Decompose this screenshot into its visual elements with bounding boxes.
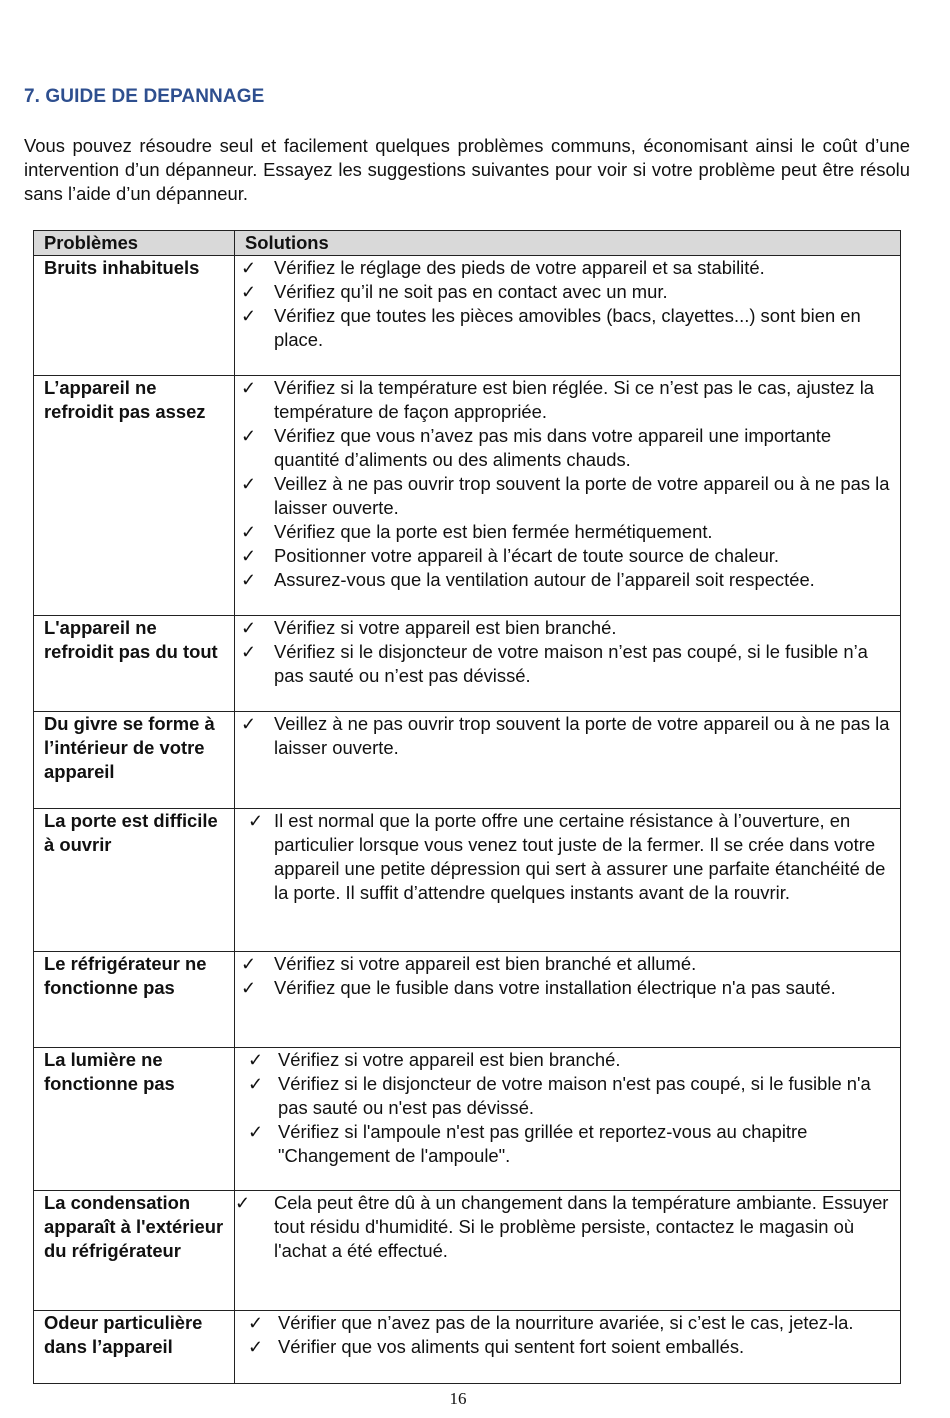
solution-item <box>235 472 892 520</box>
checkmark-icon: ✓ <box>235 1193 251 1213</box>
solution-text: Vérifiez si votre appareil est bien branché. <box>274 617 617 638</box>
checkmark-icon: ✓ <box>241 714 257 734</box>
solution-item <box>235 976 892 1000</box>
solutions-list <box>235 616 892 688</box>
solution-item <box>235 1048 892 1072</box>
solution-item <box>235 640 892 688</box>
solutions-cell <box>235 1191 901 1311</box>
solution-text: Vérifiez si le disjoncteur de votre maison n'est pas coupé, si le fusible n'a pas sauté ou n'est pas dévissé. <box>278 1073 871 1118</box>
solution-item <box>235 424 892 472</box>
checkmark-icon: ✓ <box>248 1050 264 1070</box>
solutions-cell <box>235 256 901 376</box>
solutions-list <box>235 1048 892 1168</box>
table-header-row <box>34 231 901 256</box>
solution-text: Vérifiez que vous n’avez pas mis dans votre appareil une importante quantité d’aliments ou des aliments chauds. <box>274 425 832 470</box>
solution-text: Vérifier que vos aliments qui sentent fort soient emballés. <box>278 1336 745 1357</box>
checkmark-icon: ✓ <box>248 1337 264 1357</box>
solutions-cell <box>235 376 901 616</box>
solutions-cell <box>235 809 901 952</box>
solutions-list <box>235 376 892 592</box>
solution-item <box>235 1072 892 1120</box>
solution-item <box>235 256 892 280</box>
solution-text: Cela peut être dû à un changement dans la température ambiante. Essuyer tout résidu d'humidité. Si le problème persiste, contactez le magasin où l'achat a été effectué. <box>274 1192 889 1261</box>
checkmark-icon: ✓ <box>241 474 257 494</box>
solution-text: Vérifiez que la porte est bien fermée hermétiquement. <box>274 521 713 542</box>
solutions-cell <box>235 1311 901 1384</box>
solution-text: Veillez à ne pas ouvrir trop souvent la porte de votre appareil ou à ne pas la laisser ouverte. <box>274 713 890 758</box>
solution-item <box>235 1191 892 1263</box>
problem-cell: Du givre se forme à l’intérieur de votre appareil <box>34 712 235 809</box>
checkmark-icon: ✓ <box>241 378 257 398</box>
checkmark-icon: ✓ <box>248 811 264 831</box>
solutions-list <box>235 1191 892 1263</box>
table-row <box>34 1048 901 1191</box>
header-solutions: Solutions <box>235 231 901 256</box>
solution-text: Vérifiez si l'ampoule n'est pas grillée et reportez-vous au chapitre "Changement de l'ampoule". <box>278 1121 808 1166</box>
solution-text: Il est normal que la porte offre une certaine résistance à l’ouverture, en particulier lorsque vous venez tout juste de la fermer. Il se crée dans votre appareil une petite dépression qui sert à assurer une parfaite étanchéité de la porte. Il suffit d’attendre quelques instants avant de la rouvrir. <box>274 810 886 903</box>
solution-text: Positionner votre appareil à l’écart de toute source de chaleur. <box>274 545 780 566</box>
solution-text: Vérifiez le réglage des pieds de votre appareil et sa stabilité. <box>274 257 765 278</box>
problem-cell: La condensation apparaît à l'extérieur du réfrigérateur <box>34 1191 235 1311</box>
table-row <box>34 1191 901 1311</box>
checkmark-icon: ✓ <box>248 1074 264 1094</box>
problem-cell: La lumière ne fonctionne pas <box>34 1048 235 1191</box>
page-number: 16 <box>449 1389 467 1408</box>
solutions-list <box>235 952 892 1000</box>
problem-cell: Odeur particulière dans l’appareil <box>34 1311 235 1384</box>
solutions-cell <box>235 952 901 1048</box>
solutions-cell <box>235 1048 901 1191</box>
solutions-list <box>235 712 892 760</box>
table-row <box>34 376 901 616</box>
solution-text: Vérifiez que toutes les pièces amovibles (bacs, clayettes...) sont bien en place. <box>274 305 861 350</box>
solutions-list <box>235 1311 892 1359</box>
checkmark-icon: ✓ <box>241 954 257 974</box>
checkmark-icon: ✓ <box>241 258 257 278</box>
checkmark-icon: ✓ <box>241 306 257 326</box>
table-row <box>34 712 901 809</box>
checkmark-icon: ✓ <box>241 978 257 998</box>
solution-text: Vérifiez si le disjoncteur de votre maison n’est pas coupé, si le fusible n’a pas sauté ou n’est pas dévissé. <box>274 641 868 686</box>
solution-text: Assurez-vous que la ventilation autour de l’appareil soit respectée. <box>274 569 815 590</box>
solution-text: Vérifiez si votre appareil est bien branché et allumé. <box>274 953 697 974</box>
checkmark-icon: ✓ <box>241 546 257 566</box>
solution-text: Veillez à ne pas ouvrir trop souvent la porte de votre appareil ou à ne pas la laisser ouverte. <box>274 473 890 518</box>
intro-paragraph: Vous pouvez résoudre seul et facilement quelques problèmes communs, économisant ainsi le coût d’une intervention d’un dépanneur. Essayez les suggestions suivantes pour voir si votre problème peut être résolu sans l’aide d’un dépanneur. <box>24 135 910 204</box>
checkmark-icon: ✓ <box>241 282 257 302</box>
checkmark-icon: ✓ <box>248 1313 264 1333</box>
problem-cell: Le réfrigérateur ne fonctionne pas <box>34 952 235 1048</box>
solution-item <box>235 568 892 592</box>
checkmark-icon: ✓ <box>248 1122 264 1142</box>
checkmark-icon: ✓ <box>241 618 257 638</box>
problem-cell: Bruits inhabituels <box>34 256 235 376</box>
solutions-cell <box>235 712 901 809</box>
header-problems: Problèmes <box>34 231 235 256</box>
solution-item <box>235 616 892 640</box>
solution-item <box>235 520 892 544</box>
solution-text: Vérifiez qu’il ne soit pas en contact avec un mur. <box>274 281 668 302</box>
solutions-list <box>235 256 892 352</box>
solution-text: Vérifiez que le fusible dans votre installation électrique n'a pas sauté. <box>274 977 836 998</box>
checkmark-icon: ✓ <box>241 426 257 446</box>
troubleshooting-table <box>33 230 901 1384</box>
checkmark-icon: ✓ <box>241 570 257 590</box>
checkmark-icon: ✓ <box>241 522 257 542</box>
solution-item <box>235 544 892 568</box>
solution-item <box>235 1311 892 1335</box>
solution-item <box>235 304 892 352</box>
table-row <box>34 616 901 712</box>
solution-text: Vérifiez si votre appareil est bien branché. <box>278 1049 621 1070</box>
solution-text: Vérifiez si la température est bien réglée. Si ce n’est pas le cas, ajustez la température de façon appropriée. <box>274 377 875 422</box>
table-row <box>34 1311 901 1384</box>
solution-item <box>235 280 892 304</box>
problem-cell: L’appareil ne refroidit pas assez <box>34 376 235 616</box>
solution-item <box>235 809 892 905</box>
solution-item <box>235 1120 892 1168</box>
problem-cell: L'appareil ne refroidit pas du tout <box>34 616 235 712</box>
solutions-list <box>235 809 892 905</box>
solution-item <box>235 952 892 976</box>
problem-cell: La porte est difficile à ouvrir <box>34 809 235 952</box>
solution-item <box>235 1335 892 1359</box>
table-row <box>34 952 901 1048</box>
solution-item <box>235 712 892 760</box>
checkmark-icon: ✓ <box>241 642 257 662</box>
solutions-cell <box>235 616 901 712</box>
section-heading: 7. GUIDE DE DEPANNAGE <box>24 86 265 107</box>
table-row <box>34 256 901 376</box>
table-row <box>34 809 901 952</box>
solution-text: Vérifier que n’avez pas de la nourriture avariée, si c’est le cas, jetez-la. <box>278 1312 854 1333</box>
solution-item <box>235 376 892 424</box>
